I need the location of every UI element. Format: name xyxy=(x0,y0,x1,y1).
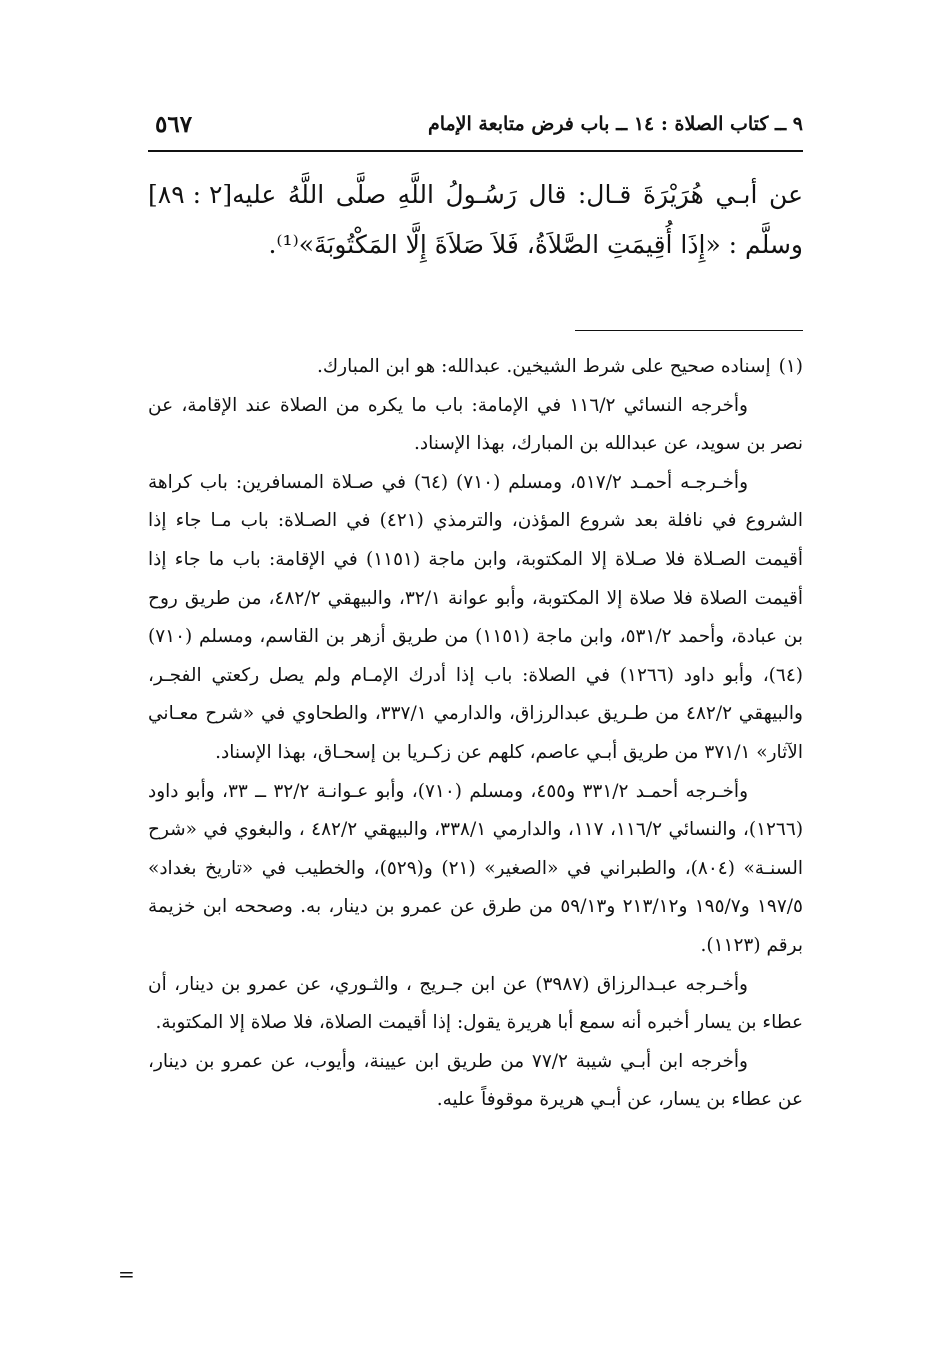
footnote-paragraph: وأخرجه ابن أبـي شيبة ٧٧/٢ من طريق ابن عيينة، وأيوب، عن عمرو بن دينار، عن عطاء بن يسار، عن أبـي هريرة موقوفاً عليه. xyxy=(148,1050,803,1111)
footnote-paragraph: وأخـرجه أحمـد ٣٣١/٢ و٤٥٥، ومسلم (٧١٠)، وأبو عـوانـة ٣٢/٢ ــ ٣٣، وأبو داود (١٢٦٦)، والنسائي ١١٦/٢، ١١٧، والدارمي ٣٣٨/١، والبيهقي ٤٨٢/٢ ، والبغوي في «شرح السنـة» (٨٠٤)، والطبراني في «الصغير» (٢١) و(٥٢٩)، والخطيب في «تاريخ بغداد» ١٩٧/٥ و١٩٥/٧ و٢١٣/١٢ و٥٩/١٣ من طرق عن عمرو بن دينار، به. وصححه ابن خزيمة برقم (١١٢٣). xyxy=(148,780,804,956)
hadith-body: عن أبـي هُرَيْرَةَ قـال: قال رَسُـولُ اللَّهِ صلَّى اللَّهُ عليه وسلَّم : «إِذَا أُقِيمَتِ الصَّلاَةُ، فَلاَ صَلاَةَ إِلَّا المَكْتُوبَةَ»⁽¹⁾. xyxy=(232,180,803,259)
footnote-marker: (١) xyxy=(778,356,803,377)
footnote-paragraph: وأخرجه النسائي ١١٦/٢ في الإمامة: باب ما يكره من الصلاة عند الإقامة، عن نصر بن سويد، عن عبدالله بن المبارك، بهذا الإسناد. xyxy=(148,394,803,455)
hadith-citation: [٢ : ٨٩] xyxy=(148,180,233,209)
footnotes xyxy=(148,348,803,1120)
page-number: ٥٦٧ xyxy=(155,111,193,138)
footnote-paragraph: (١)إسناده صحيح على شرط الشيخين. عبدالله: هو ابن المبارك. xyxy=(317,356,803,377)
continuation-mark: = xyxy=(118,1262,135,1286)
hadith-text xyxy=(148,170,803,270)
footnote-paragraph: وأخـرجه عبـدالرزاق (٣٩٨٧) عن ابن جـريج ، والثـوري، عن عمرو بن دينار، أن عطاء بن يسار أخبره أنه سمع أبا هريرة يقول: إذا أقيمت الصلاة، فلا صلاة إلا المكتوبة. xyxy=(148,973,803,1034)
chapter-title: ٩ ــ كتاب الصلاة : ١٤ ــ باب فرض متابعة الإمام xyxy=(427,113,803,135)
footnote-paragraph: وأخـرجـه أحمـد ٥١٧/٢، ومسلم (٧١٠) (٦٤) في صـلاة المسافرين: باب كراهة الشروع في نافلة بعد شروع المؤذن، والترمذي (٤٢١) في الصـلاة: باب مـا جاء إذا أقيمت الصـلاة فلا صـلاة إلا المكتوبة، وابن ماجة (١١٥١) في الإقامة: باب ما جاء إذا أقيمت الصلاة فلا صلاة إلا المكتوبة، وأبو عوانة ٣٢/١، والبيهقي ٤٨٢/٢، من طريق روح بن عبادة، وأحمد ٥٣١/٢، وابن ماجة (١١٥١) من طريق أزهر بن القاسم، ومسلم (٧١٠) (٦٤)، وأبو داود (١٢٦٦) في الصلاة: باب إذا أدرك الإمـام ولم يصل ركعتي الفجـر، والبيهقي ٤٨٢/٢ من طـريق عبدالرزاق، والدارمي ٣٣٧/١، والطحاوي في «شرح معـاني الآثار» ٣٧١/١ من طريق أبـي عاصم، كلهم عن زكـريا بن إسحـاق، بهذا الإسناد. xyxy=(148,471,803,763)
running-header xyxy=(150,113,803,147)
header-divider xyxy=(148,150,803,152)
footnote-divider xyxy=(575,330,803,331)
